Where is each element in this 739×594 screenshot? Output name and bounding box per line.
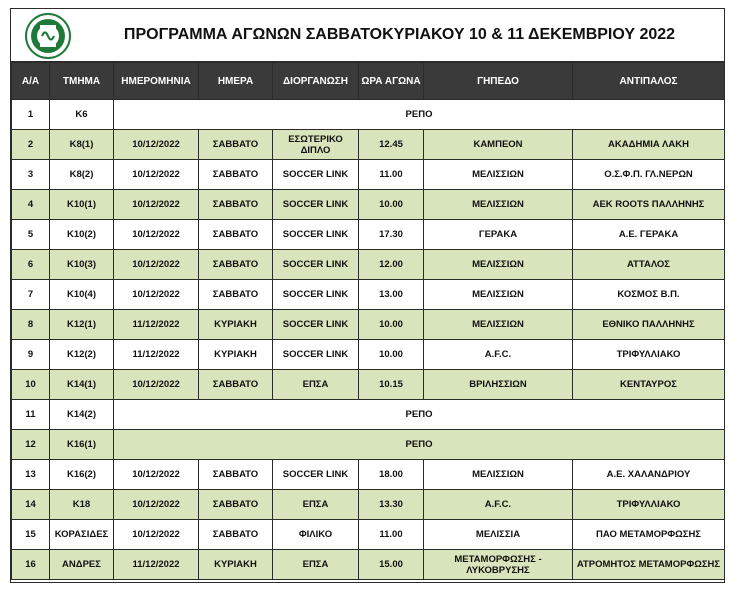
- cell-time: 12.45: [359, 130, 424, 160]
- col-header-date: ΗΜΕΡΟΜΗΝΙΑ: [114, 63, 199, 100]
- cell-team: Κ16(1): [50, 430, 114, 460]
- cell-organizer: SOCCER LINK: [273, 220, 359, 250]
- cell-date: 10/12/2022: [114, 520, 199, 550]
- cell-organizer: ΕΠΣΑ: [273, 370, 359, 400]
- cell-day: ΚΥΡΙΑΚΗ: [199, 340, 273, 370]
- cell-team: Κ10(3): [50, 250, 114, 280]
- cell-number: 1: [12, 100, 50, 130]
- cell-day: ΣΑΒΒΑΤΟ: [199, 190, 273, 220]
- cell-number: 10: [12, 370, 50, 400]
- col-header-team: ΤΜΗΜΑ: [50, 63, 114, 100]
- cell-opponent: ΑΕΚ ROOTS ΠΑΛΛΗΝΗΣ: [573, 190, 725, 220]
- cell-rest: ΡΕΠΟ: [114, 100, 725, 130]
- cell-opponent: Α.Ε. ΓΕΡΑΚΑ: [573, 220, 725, 250]
- cell-team: Κ8(2): [50, 160, 114, 190]
- cell-opponent: ΚΟΣΜΟΣ Β.Π.: [573, 280, 725, 310]
- table-row: [12, 400, 725, 430]
- cell-organizer: ΦΙΛΙΚΟ: [273, 520, 359, 550]
- cell-day: ΣΑΒΒΑΤΟ: [199, 160, 273, 190]
- cell-opponent: Ο.Σ.Φ.Π. ΓΛ.ΝΕΡΩΝ: [573, 160, 725, 190]
- cell-time: 15.00: [359, 550, 424, 580]
- cell-team: Κ12(2): [50, 340, 114, 370]
- cell-organizer: SOCCER LINK: [273, 310, 359, 340]
- cell-field: ΜΕΛΙΣΣΙΩΝ: [424, 460, 573, 490]
- cell-number: 16: [12, 550, 50, 580]
- cell-field: ΜΕΛΙΣΣΙΩΝ: [424, 190, 573, 220]
- cell-time: 10.00: [359, 340, 424, 370]
- table-row: [12, 460, 725, 490]
- header-row: [12, 63, 725, 100]
- cell-number: 13: [12, 460, 50, 490]
- col-header-time: ΩΡΑ ΑΓΩΝΑ: [359, 63, 424, 100]
- cell-team: Κ14(1): [50, 370, 114, 400]
- cell-opponent: ΑΚΑΔΗΜΙΑ ΛΑΚΗ: [573, 130, 725, 160]
- cell-number: 6: [12, 250, 50, 280]
- cell-opponent: ΚΕΝΤΑΥΡΟΣ: [573, 370, 725, 400]
- cell-rest: ΡΕΠΟ: [114, 400, 725, 430]
- table-row: [12, 310, 725, 340]
- cell-date: 10/12/2022: [114, 130, 199, 160]
- cell-organizer: SOCCER LINK: [273, 190, 359, 220]
- cell-time: 13.00: [359, 280, 424, 310]
- cell-field: ΜΕΛΙΣΣΙΩΝ: [424, 160, 573, 190]
- cell-team: Κ6: [50, 100, 114, 130]
- cell-opponent: ΠΑΟ ΜΕΤΑΜΟΡΦΩΣΗΣ: [573, 520, 725, 550]
- cell-organizer: ΕΠΣΑ: [273, 550, 359, 580]
- cell-day: ΣΑΒΒΑΤΟ: [199, 520, 273, 550]
- cell-number: 12: [12, 430, 50, 460]
- cell-rest: ΡΕΠΟ: [114, 430, 725, 460]
- cell-date: 11/12/2022: [114, 310, 199, 340]
- table-row: [12, 190, 725, 220]
- cell-day: ΣΑΒΒΑΤΟ: [199, 220, 273, 250]
- cell-date: 10/12/2022: [114, 220, 199, 250]
- cell-opponent: ΕΘΝΙΚΟ ΠΑΛΛΗΝΗΣ: [573, 310, 725, 340]
- cell-day: ΚΥΡΙΑΚΗ: [199, 310, 273, 340]
- cell-number: 4: [12, 190, 50, 220]
- table-row: [12, 160, 725, 190]
- cell-field: A.F.C.: [424, 490, 573, 520]
- cell-team: ΑΝΔΡΕΣ: [50, 550, 114, 580]
- col-header-aa: Α/Α: [12, 63, 50, 100]
- cell-date: 10/12/2022: [114, 280, 199, 310]
- cell-opponent: ΑΤΡΟΜΗΤΟΣ ΜΕΤΑΜΟΡΦΩΣΗΣ: [573, 550, 725, 580]
- cell-number: 9: [12, 340, 50, 370]
- table-row: [12, 520, 725, 550]
- cell-team: Κ12(1): [50, 310, 114, 340]
- cell-field: ΚΑΜΠΕΟΝ: [424, 130, 573, 160]
- cell-time: 10.00: [359, 310, 424, 340]
- cell-field: ΜΕΛΙΣΣΙΩΝ: [424, 250, 573, 280]
- cell-day: ΣΑΒΒΑΤΟ: [199, 370, 273, 400]
- cell-field: ΜΕΛΙΣΣΙΩΝ: [424, 310, 573, 340]
- cell-day: ΚΥΡΙΑΚΗ: [199, 550, 273, 580]
- cell-organizer: SOCCER LINK: [273, 340, 359, 370]
- cell-opponent: Α.Ε. ΧΑΛΑΝΔΡΙΟΥ: [573, 460, 725, 490]
- schedule-sheet: [10, 8, 725, 583]
- col-header-organizer: ΔΙΟΡΓΑΝΩΣΗ: [273, 63, 359, 100]
- table-row: [12, 430, 725, 460]
- cell-field: A.F.C.: [424, 340, 573, 370]
- cell-team: Κ10(1): [50, 190, 114, 220]
- cell-day: ΣΑΒΒΑΤΟ: [199, 250, 273, 280]
- schedule-table: [11, 62, 725, 580]
- cell-date: 11/12/2022: [114, 340, 199, 370]
- cell-team: ΚΟΡΑΣΙΔΕΣ: [50, 520, 114, 550]
- cell-number: 8: [12, 310, 50, 340]
- cell-number: 3: [12, 160, 50, 190]
- cell-time: 10.15: [359, 370, 424, 400]
- cell-field: ΜΕΛΙΣΣΙΑ: [424, 520, 573, 550]
- cell-organizer: ΕΠΣΑ: [273, 490, 359, 520]
- cell-field: ΓΕΡΑΚΑ: [424, 220, 573, 250]
- cell-number: 14: [12, 490, 50, 520]
- col-header-day: ΗΜΕΡΑ: [199, 63, 273, 100]
- table-row: [12, 220, 725, 250]
- cell-field: ΒΡΙΛΗΣΣΙΩΝ: [424, 370, 573, 400]
- table-row: [12, 100, 725, 130]
- cell-date: 10/12/2022: [114, 250, 199, 280]
- cell-date: 11/12/2022: [114, 550, 199, 580]
- cell-organizer: SOCCER LINK: [273, 460, 359, 490]
- cell-opponent: ΑΤΤΑΛΟΣ: [573, 250, 725, 280]
- cell-time: 10.00: [359, 190, 424, 220]
- cell-organizer: ΕΣΩΤΕΡΙΚΟ ΔΙΠΛΟ: [273, 130, 359, 160]
- cell-time: 12.00: [359, 250, 424, 280]
- cell-day: ΣΑΒΒΑΤΟ: [199, 280, 273, 310]
- cell-time: 13.30: [359, 490, 424, 520]
- table-row: [12, 340, 725, 370]
- page-title: ΠΡΟΓΡΑΜΜΑ ΑΓΩΝΩΝ ΣΑΒΒΑΤΟΚΥΡΙΑΚΟΥ 10 & 11 ΔΕΚΕΜΒΡΙΟΥ 2022: [123, 26, 676, 43]
- cell-organizer: SOCCER LINK: [273, 160, 359, 190]
- cell-day: ΣΑΒΒΑΤΟ: [199, 130, 273, 160]
- cell-time: 11.00: [359, 520, 424, 550]
- cell-team: Κ8(1): [50, 130, 114, 160]
- cell-organizer: SOCCER LINK: [273, 280, 359, 310]
- table-row: [12, 250, 725, 280]
- cell-day: ΣΑΒΒΑΤΟ: [199, 490, 273, 520]
- cell-time: 17.30: [359, 220, 424, 250]
- cell-number: 11: [12, 400, 50, 430]
- cell-number: 7: [12, 280, 50, 310]
- cell-time: 18.00: [359, 460, 424, 490]
- cell-opponent: ΤΡΙΦΥΛΛΙΑΚΟ: [573, 340, 725, 370]
- cell-team: Κ10(4): [50, 280, 114, 310]
- cell-team: Κ10(2): [50, 220, 114, 250]
- cell-number: 2: [12, 130, 50, 160]
- table-row: [12, 130, 725, 160]
- cell-date: 10/12/2022: [114, 370, 199, 400]
- cell-date: 10/12/2022: [114, 160, 199, 190]
- cell-date: 10/12/2022: [114, 460, 199, 490]
- cell-field: ΜΕΤΑΜΟΡΦΩΣΗΣ - ΛΥΚΟΒΡΥΣΗΣ: [424, 550, 573, 580]
- cell-date: 10/12/2022: [114, 190, 199, 220]
- cell-team: Κ16(2): [50, 460, 114, 490]
- title-row: [11, 9, 724, 62]
- cell-number: 15: [12, 520, 50, 550]
- cell-team: Κ14(2): [50, 400, 114, 430]
- cell-opponent: ΤΡΙΦΥΛΛΙΑΚΟ: [573, 490, 725, 520]
- table-row: [12, 490, 725, 520]
- table-row: [12, 550, 725, 580]
- cell-organizer: SOCCER LINK: [273, 250, 359, 280]
- table-row: [12, 370, 725, 400]
- table-row: [12, 280, 725, 310]
- cell-field: ΜΕΛΙΣΣΙΩΝ: [424, 280, 573, 310]
- cell-team: Κ18: [50, 490, 114, 520]
- cell-time: 11.00: [359, 160, 424, 190]
- col-header-opponent: ΑΝΤΙΠΑΛΟΣ: [573, 63, 725, 100]
- cell-date: 10/12/2022: [114, 490, 199, 520]
- cell-day: ΣΑΒΒΑΤΟ: [199, 460, 273, 490]
- club-logo-icon: [25, 13, 71, 59]
- col-header-field: ΓΗΠΕΔΟ: [424, 63, 573, 100]
- cell-number: 5: [12, 220, 50, 250]
